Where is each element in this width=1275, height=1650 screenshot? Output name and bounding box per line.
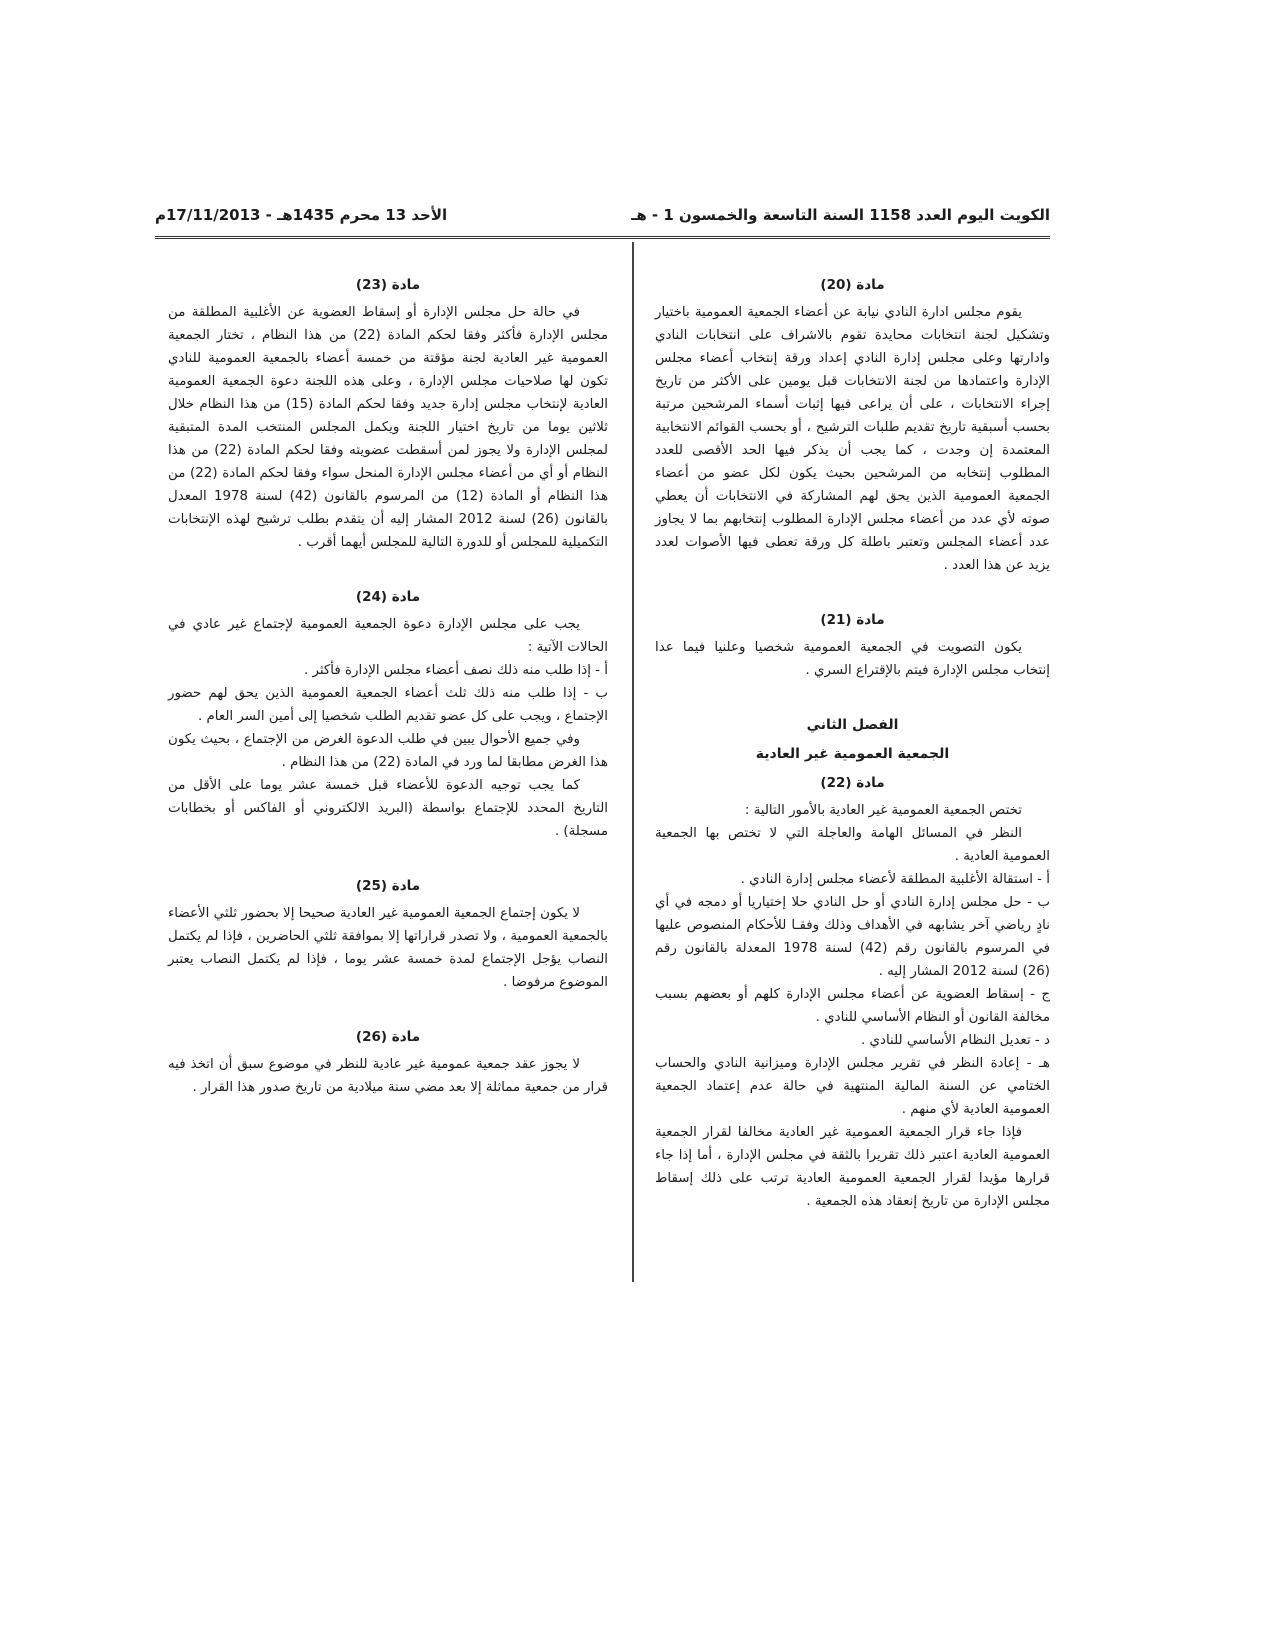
chapter-name: الجمعية العمومية غير العادية <box>755 746 950 762</box>
article-26 <box>168 1026 608 1099</box>
article-25 <box>168 875 608 994</box>
article-intro: تختص الجمعية العمومية غير العادية بالأمور التالية : <box>744 803 1022 818</box>
gazette-issue-info: الكويت اليوم العدد 1158 السنة التاسعة والخمسون 1 - هـ <box>631 206 1050 224</box>
article-title: مادة (23) <box>355 277 421 293</box>
issue-date: الأحد 13 محرم 1435هـ - 17/11/2013م <box>155 206 448 224</box>
article-text: لا يكون إجتماع الجمعية العمومية غير العادية صحيحا إلا بحضور ثلثي الأعضاء بالجمعية العمومية ، ولا تصدر قراراتها إلا بموافقة ثلثي الحاضرين ، فإذا لم يكتمل النصاب يؤجل الإجتماع لمدة خمسة عشر يوما ، فإذا لم يكتمل النصاب يعتبر الموضوع مرفوضا . <box>168 906 608 990</box>
chapter-number: الفصل الثاني <box>806 717 899 733</box>
article-text: وفي جميع الأحوال يبين في طلب الدعوة الغرض من الإجتماع ، بحيث يكون هذا الغرض مطابقا لما ورد في المادة (22) من هذا النظام . <box>168 732 608 770</box>
article-item-d: د - تعديل النظام الأساسي للنادي . <box>861 1033 1050 1048</box>
article-text: لا يجوز عقد جمعية عمومية غير عادية للنظر في موضوع سبق أن اتخذ فيه قرار من جمعية مماثلة إلا بعد مضي سنة ميلادية من تاريخ صدور هذا القرار . <box>168 1057 608 1095</box>
column-divider <box>632 242 634 1282</box>
article-item-a: أ - إذا طلب منه ذلك نصف أعضاء مجلس الإدارة فأكثر . <box>303 663 608 678</box>
article-text: في حالة حل مجلس الإدارة أو إسقاط العضوية عن الأغلبية المطلقة من مجلس الإدارة فأكثر وفقا لحكم المادة (22) من هذا النظام ، تختار الجمعية العمومية غير العادية لجنة مؤقتة من خمسة أعضاء بالجمعية العمومية للنادي تكون لها صلاحيات مجلس الإدارة ، وعلى هذه اللجنة دعوة الجمعية العمومية العادية لإنتخاب مجلس إدارة جديد وفقا لحكم المادة (15) من هذا النظام خلال ثلاثين يوما من تاريخ اختيار اللجنة ويكمل المجلس المنتخب المدة المتبقية لمجلس الإدارة ولا يجوز لمن أسقطت عضويته وفقا لحكم المادة (22) من هذا النظام أو أي من أعضاء مجلس الإدارة المنحل سواء وفقا لحكم المادة (22) من هذا النظام أو المادة (12) من المرسوم بالقانون (42) لسنة 1978 المعدل بالقانون (26) لسنة 2012 المشار إليه أن يتقدم بطلب ترشيح لهذه الإنتخابات التكميلية للمجلس أو للدورة التالية للمجلس أيهما أقرب . <box>168 305 609 550</box>
article-21 <box>655 609 1050 682</box>
article-item-a: أ - استقالة الأغلبية المطلقة لأعضاء مجلس إدارة النادي . <box>740 872 1050 887</box>
article-text: يكون التصويت في الجمعية العمومية شخصيا وعلنيا فيما عدا إنتخاب مجلس الإدارة فيتم بالإقتراع السري . <box>655 640 1050 678</box>
article-title: مادة (26) <box>355 1029 421 1045</box>
article-text: فإذا جاء قرار الجمعية العمومية غير العادية مخالفا لقرار الجمعية العمومية العادية اعتبر ذلك تقريرا بالثقة في مجلس الإدارة ، أما إذا جاء قرارها مؤيدا لقرار الجمعية العمومية العادية ترتب على ذلك إسقاط مجلس الإدارة من تاريخ إنعقاد هذه الجمعية . <box>655 1125 1050 1209</box>
article-title: مادة (21) <box>820 612 885 628</box>
right-column <box>655 268 1050 1229</box>
header-divider <box>155 236 1050 239</box>
article-item-c: ج - إسقاط العضوية عن أعضاء مجلس الإدارة كلهم أو بعضهم بسبب مخالفة القانون أو النظام الأساسي للنادي . <box>655 987 1050 1025</box>
left-column <box>168 268 608 1115</box>
article-item-b: ب - حل مجلس إدارة النادي أو حل النادي حلا إختياريا أو دمجه في أي نادٍ رياضي آخر يشابهه في الأهداف وذلك وفقـا للأحكام المنصوص عليها في المرسوم بالقانون رقم (42) لسنة 1978 المعدلة بالقانون رقم (26) لسنة 2012 المشار إليه . <box>655 895 1050 979</box>
article-22 <box>655 772 1050 1213</box>
article-title: مادة (22) <box>820 775 885 791</box>
article-text: يقوم مجلس ادارة النادي نيابة عن أعضاء الجمعية العمومية باختيار وتشكيل لجنة انتخابات محايدة تقوم بالاشراف على انتخابات النادي وادارتها وعلى مجلس إدارة النادي إعداد ورقة إنتخاب أعضاء مجلس الإدارة واعتمادها من لجنة الانتخابات قبل يومين على الأكثر من تاريخ إجراء الانتخابات ، على أن يراعى فيها إثبات أسماء المرشحين مرتبة بحسب أسبقية تاريخ تقديم طلبات الترشيح ، أو بحسب القوائم الانتخابية المعتمدة إن وجدت ، كما يجب أن يذكر فيها الحد الأقصى للعدد المطلوب إنتخابه من المرشحين بحيث يكون لكل عضو من أعضاء الجمعية العمومية الذين يحق لهم المشاركة في الانتخابات أن يعطي صوته لأي عدد من أعضاء مجلس الإدارة المطلوب إنتخابهم بما لا يجاوز عدد أعضاء المجلس وتعتبر باطلة كل ورقة تعطى فيها الأصوات لعدد يزيد عن هذا العدد . <box>655 305 1050 573</box>
article-intro: يجب على مجلس الإدارة دعوة الجمعية العمومية لإجتماع غير عادي في الحالات الآتية : <box>168 617 608 655</box>
article-item-b: ب - إذا طلب منه ذلك ثلث أعضاء الجمعية العمومية الذين يحق لهم حضور الإجتماع ، ويجب على كل عضو تقديم الطلب شخصيا إلى أمين السر العام . <box>168 686 608 724</box>
article-23 <box>168 274 608 554</box>
article-title: مادة (20) <box>820 277 885 293</box>
article-20 <box>655 274 1050 577</box>
page-header <box>155 206 1050 232</box>
article-title: مادة (25) <box>355 878 421 894</box>
article-intro-2: النظر في المسائل الهامة والعاجلة التي لا تختص بها الجمعية العمومية العادية . <box>655 826 1050 864</box>
article-title: مادة (24) <box>355 589 421 605</box>
article-24 <box>168 586 608 843</box>
article-text: كما يجب توجيه الدعوة للأعضاء قبل خمسة عشر يوما على الأقل من التاريخ المحدد للإجتماع بواسطة (البريد الالكتروني أو الفاكس أو بخطابات مسجلة) . <box>168 778 608 839</box>
article-item-e: هـ - إعادة النظر في تقرير مجلس الإدارة وميزانية النادي والحساب الختامي عن السنة المالية المنتهية في حالة عدم إعتماد الجمعية العمومية العادية لأي منهم . <box>655 1056 1050 1117</box>
